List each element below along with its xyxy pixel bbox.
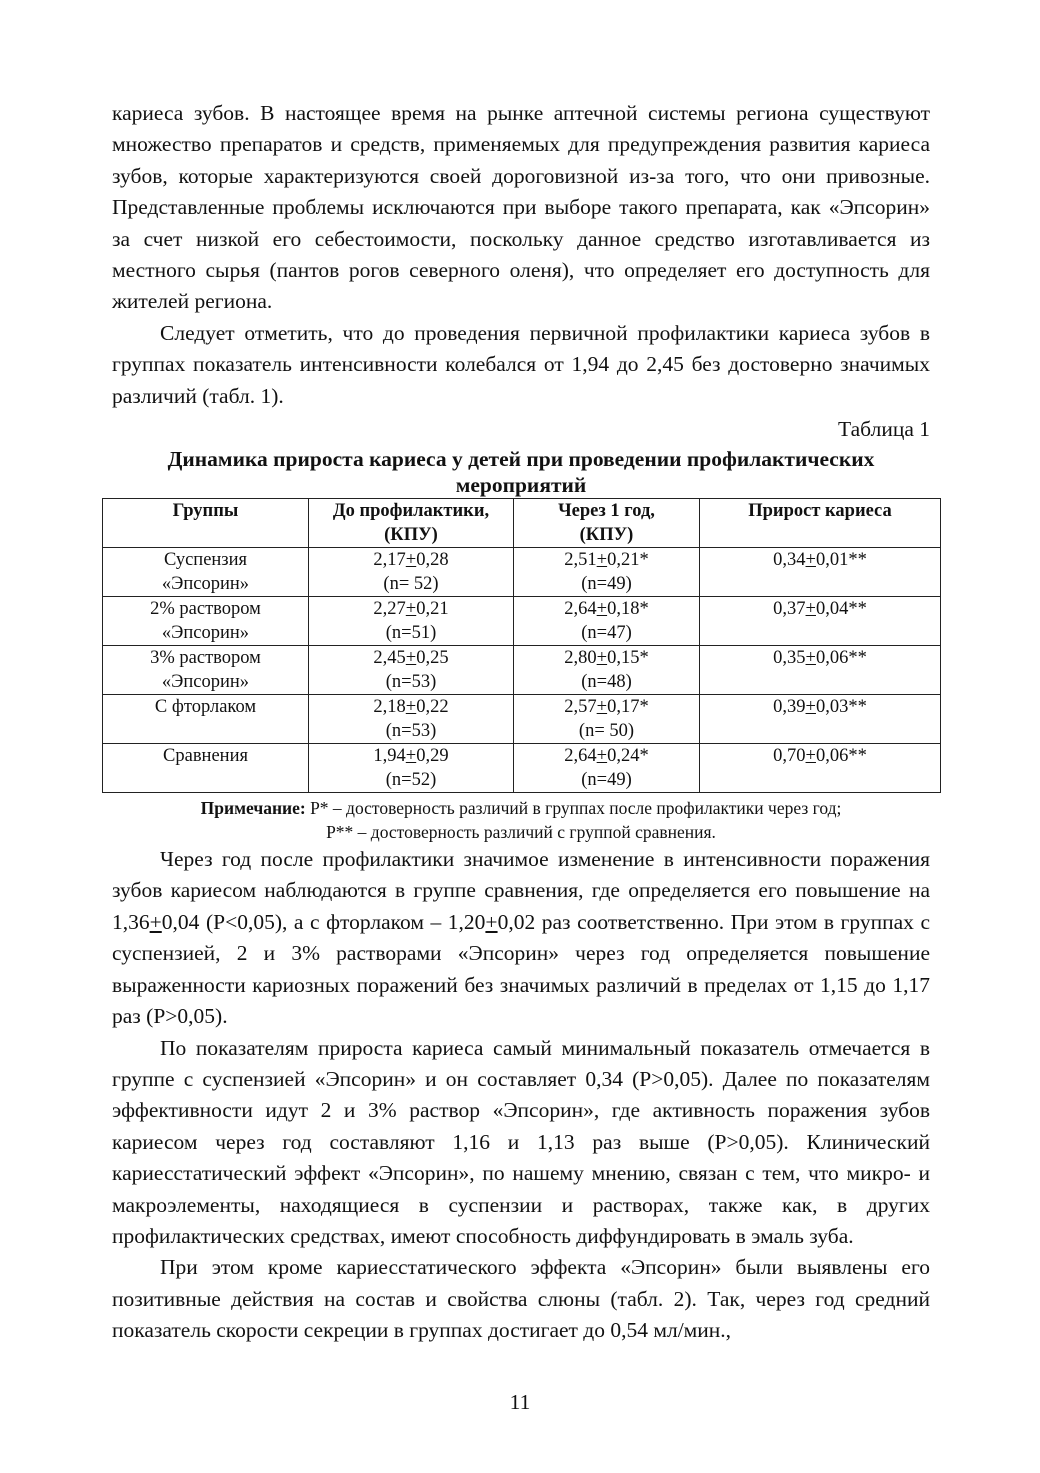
paragraph: По показателям прироста кариеса самый минимальный показатель отмечается в группе с суспензией «Эпсорин» и он составляет 0,34 (P>0,05). Далее по показателям эффективности идут 2 и 3% раствор «Эпсорин», где активность поражения зубов кариесом через год составляют 1,16 и 1,13 раз выше (P>0,05). Клинический кариесстатический эффект «Эпсорин», по нашему мнению, связан с тем, что микро- и макроэлементы, находящиеся в суспензии и растворах, также как, в других профилактических средствах, имеют способность диффундировать в эмаль зуба. [112,1035,930,1248]
table-row [103,597,941,646]
cell-group: Суспензия «Эпсорин» [103,548,309,597]
table-note [112,796,930,844]
caries-table [102,498,941,793]
cell-after: 2,57+0,17* (n= 50) [514,695,700,744]
cell-group: 2% раствором «Эпсорин» [103,597,309,646]
table-row [103,695,941,744]
table-row [103,646,941,695]
paragraph: Следует отметить, что до проведения первичной профилактики кариеса зубов в группах показатель интенсивности колебался от 1,94 до 2,45 без достоверно значимых различий (табл. 1). [112,320,930,408]
paragraph: При этом кроме кариесстатического эффекта «Эпсорин» были выявлены его позитивные действия на состав и свойства слюны (табл. 2). Так, через год средний показатель скорости секреции в группах достигает до 0,54 мл/мин., [112,1255,930,1343]
cell-before: 2,45+0,25 (n=53) [309,646,514,695]
cell-increase: 0,35+0,06** [700,646,941,695]
note-label: Примечание: [200,798,306,819]
cell-after: 2,64+0,18* (n=47) [514,597,700,646]
header-after: Через 1 год, (КПУ) [514,499,700,548]
table-label: Таблица 1 [838,417,930,442]
header-before: До профилактики, (КПУ) [309,499,514,548]
cell-increase: 0,39+0,03** [700,695,941,744]
cell-group: 3% раствором «Эпсорин» [103,646,309,695]
paragraph: Через год после профилактики значимое изменение в интенсивности поражения зубов кариесом наблюдаются в группе сравнения, где определяется его повышение на 1,36+0,04 (P<0,05), а с фторлаком – 1,20+0,02 раз соответственно. При этом в группах с суспензией, 2 и 3% растворами «Эпсорин» через год определяется повышение выраженности кариозных поражений без значимых различий в пределах от 1,15 до 1,17 раз (P>0,05). [112,847,930,1029]
table-row [103,744,941,793]
note-line-2: P** – достоверность различий с группой сравнения. [326,822,716,843]
cell-increase: 0,37+0,04** [700,597,941,646]
table-row [103,548,941,597]
cell-after: 2,51+0,21* (n=49) [514,548,700,597]
page-body [112,98,930,1347]
cell-after: 2,80+0,15* (n=48) [514,646,700,695]
cell-before: 2,27+0,21 (n=51) [309,597,514,646]
cell-group: С фторлаком [103,695,309,744]
cell-group: Сравнения [103,744,309,793]
header-increase: Прирост кариеса [700,499,941,548]
cell-increase: 0,70+0,06** [700,744,941,793]
cell-before: 2,18+0,22 (n=53) [309,695,514,744]
page-number: 11 [509,1390,531,1414]
cell-increase: 0,34+0,01** [700,548,941,597]
note-line-1: P* – достоверность различий в группах после профилактики через год; [305,798,842,819]
cell-after: 2,64+0,24* (n=49) [514,744,700,793]
paragraph: кариеса зубов. В настоящее время на рынке аптечной системы региона существуют множество препаратов и средств, применяемых для предупреждения развития кариеса зубов, которые характеризуются своей дороговизной из-за того, что они привозные. Представленные проблемы исключаются при выборе такого препарата, как «Эпсорин» за счет низкой его себестоимости, поскольку данное средство изготавливается из местного сырья (пантов рогов северного оленя), что определяет его доступность для жителей региона. [112,101,930,314]
table-title: Динамика прироста кариеса у детей при проведении профилактических мероприятий [167,447,875,498]
header-groups: Группы [103,499,309,548]
cell-before: 2,17+0,28 (n= 52) [309,548,514,597]
table-header-row [103,499,941,548]
cell-before: 1,94+0,29 (n=52) [309,744,514,793]
